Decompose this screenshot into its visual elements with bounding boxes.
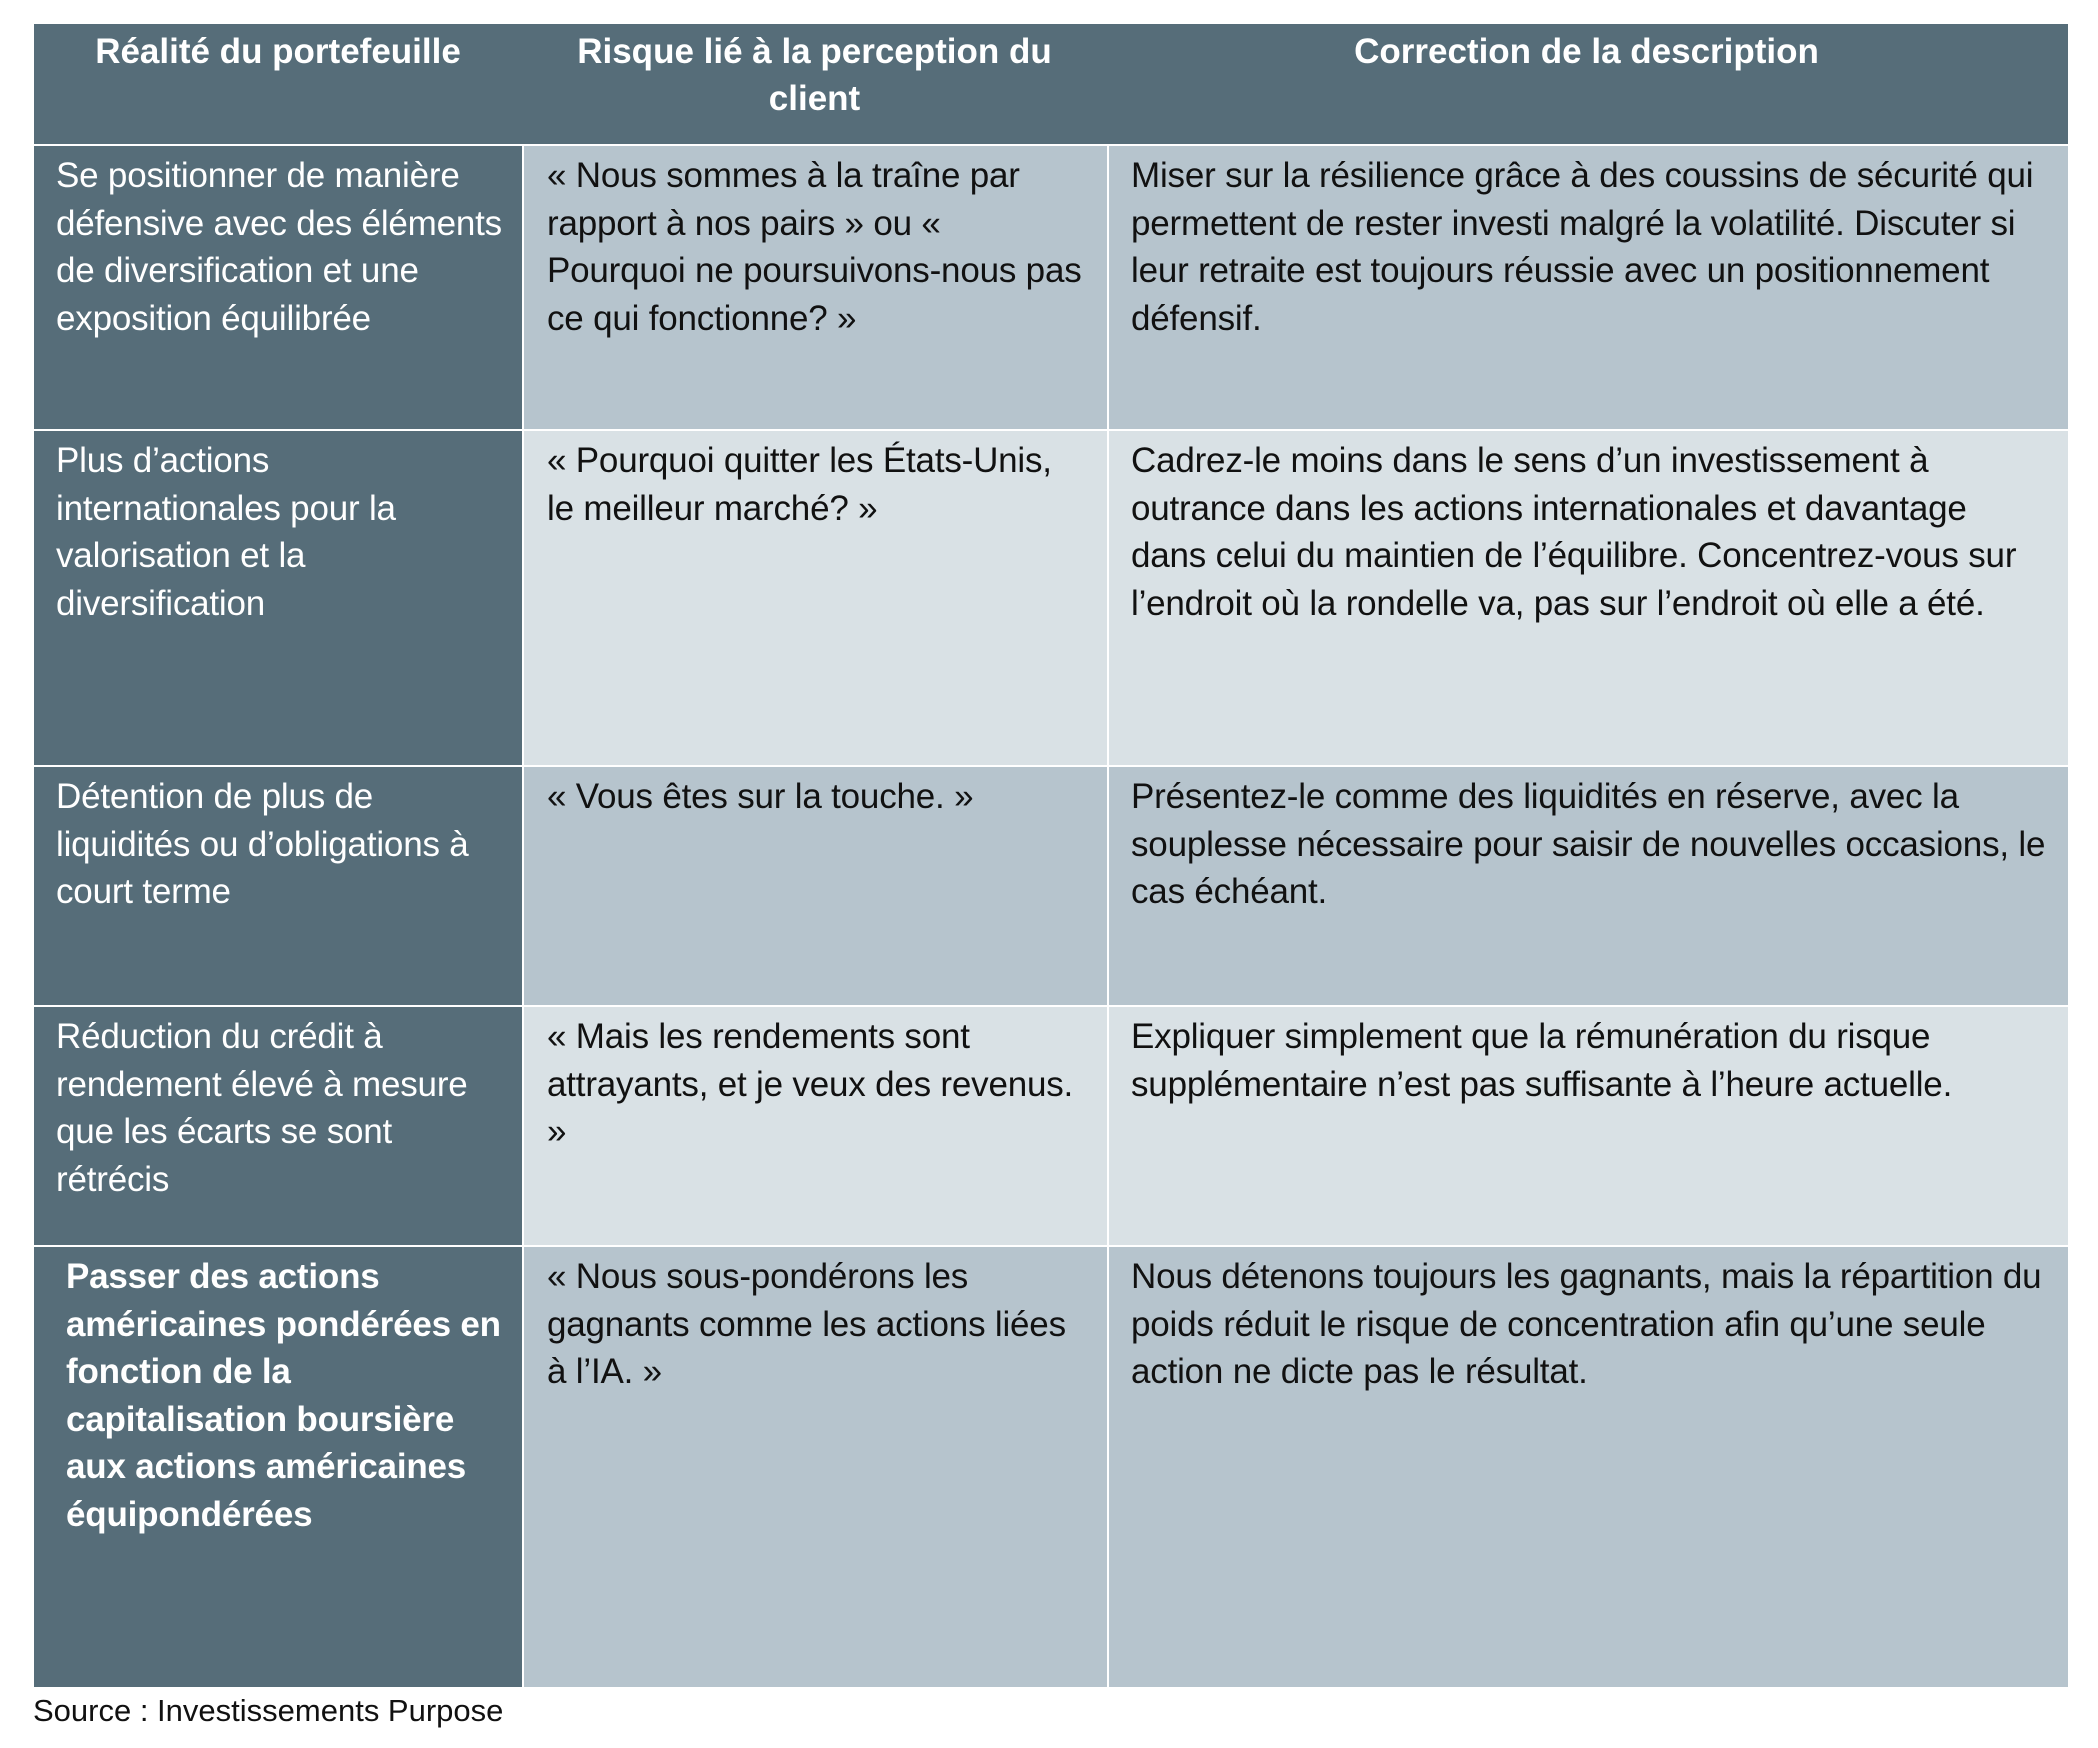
cell-portfolio-reality: Détention de plus de liquidités ou d’obligations à court terme bbox=[34, 767, 522, 1005]
cell-portfolio-reality: Passer des actions américaines pondérées en fonction de la capitalisation boursière aux actions américaines équipondérées bbox=[34, 1247, 522, 1687]
cell-client-risk: « Vous êtes sur la touche. » bbox=[524, 767, 1107, 1005]
column-header-portfolio-reality: Réalité du portefeuille bbox=[34, 24, 522, 144]
cell-portfolio-reality: Plus d’actions internationales pour la valorisation et la diversification bbox=[34, 431, 522, 765]
cell-client-risk: « Nous sommes à la traîne par rapport à nos pairs » ou « Pourquoi ne poursuivons-nous pas ce qui fonctionne? » bbox=[524, 146, 1107, 429]
column-header-description-correction: Correction de la description bbox=[1107, 24, 2066, 144]
comparison-table bbox=[34, 24, 2066, 1687]
source-note: Source : Investissements Purpose bbox=[33, 1693, 504, 1728]
cell-description-correction: Miser sur la résilience grâce à des coussins de sécurité qui permettent de rester investi malgré la volatilité. Discuter si leur retraite est toujours réussie avec un positionnement défensif. bbox=[1109, 146, 2068, 429]
cell-client-risk: « Nous sous-pondérons les gagnants comme les actions liées à l’IA. » bbox=[524, 1247, 1107, 1687]
table-header-row bbox=[34, 24, 2068, 144]
cell-portfolio-reality: Réduction du crédit à rendement élevé à mesure que les écarts se sont rétrécis bbox=[34, 1007, 522, 1245]
column-header-client-risk: Risque lié à la perception du client bbox=[522, 24, 1107, 144]
cell-description-correction: Présentez-le comme des liquidités en réserve, avec la souplesse nécessaire pour saisir de nouvelles occasions, le cas échéant. bbox=[1109, 767, 2068, 1005]
cell-client-risk: « Pourquoi quitter les États-Unis, le meilleur marché? » bbox=[524, 431, 1107, 765]
cell-portfolio-reality: Se positionner de manière défensive avec des éléments de diversification et une exposition équilibrée bbox=[34, 146, 522, 429]
cell-description-correction: Expliquer simplement que la rémunération du risque supplémentaire n’est pas suffisante à l’heure actuelle. bbox=[1109, 1007, 2068, 1245]
cell-client-risk: « Mais les rendements sont attrayants, et je veux des revenus. » bbox=[524, 1007, 1107, 1245]
cell-description-correction: Nous détenons toujours les gagnants, mais la répartition du poids réduit le risque de concentration afin qu’une seule action ne dicte pas le résultat. bbox=[1109, 1247, 2068, 1687]
cell-description-correction: Cadrez-le moins dans le sens d’un investissement à outrance dans les actions internationales et davantage dans celui du maintien de l’équilibre. Concentrez-vous sur l’endroit où la rondelle va, pas sur l’endroit où elle a été. bbox=[1109, 431, 2068, 765]
